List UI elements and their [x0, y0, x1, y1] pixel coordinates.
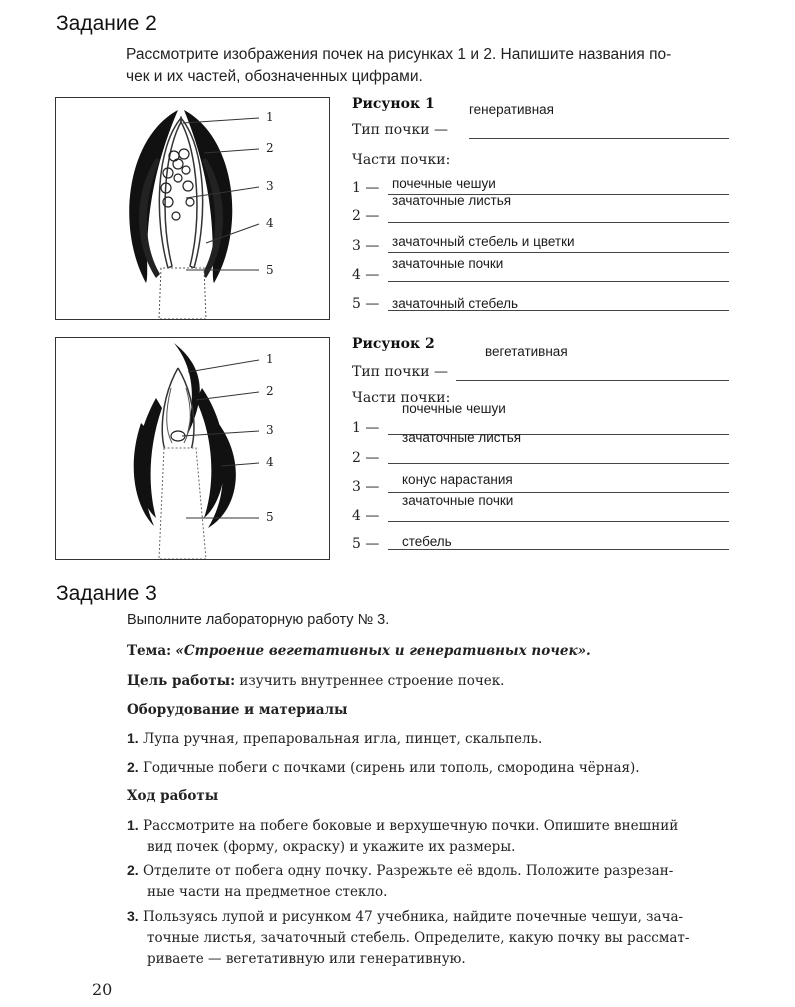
procedure-step-2	[127, 860, 737, 903]
figure2-image	[55, 337, 330, 560]
figure1-questions	[352, 96, 730, 321]
figure2-part-5-answer[interactable]: стебель	[402, 534, 452, 549]
equipment-item-2-text: Годичные побеги с почками (сирень или тополь, смородина чёрная).	[142, 760, 640, 776]
figure1-part-2-num: 2 —	[352, 208, 380, 224]
figure2-type-answer[interactable]: вегетативная	[485, 344, 568, 359]
page-number: 20	[92, 980, 113, 999]
figure2-label-3: 3	[266, 423, 274, 437]
figure1-type-label: Тип почки —	[352, 122, 448, 138]
figure2-title: Рисунок 2	[352, 336, 435, 352]
figure2-part-2-answer[interactable]: зачаточные листья	[402, 430, 522, 445]
procedure-step-1	[127, 815, 737, 858]
procedure-step-2-num: 2.	[127, 862, 139, 878]
figure2-label-5: 5	[266, 510, 274, 524]
procedure-heading: Ход работы	[127, 788, 219, 804]
figure1-part-1-num: 1 —	[352, 180, 380, 196]
procedure-step-3	[127, 906, 737, 970]
figure1-part-4-answer[interactable]: зачаточные почки	[392, 256, 504, 271]
task3-intro: Выполните лабораторную работу № 3.	[127, 612, 390, 628]
figure2-label-2: 2	[266, 384, 274, 398]
figure2-part-4-num: 4 —	[352, 508, 380, 524]
figure1-part-1-answer[interactable]: почечные чешуи	[392, 176, 496, 191]
figure2-part-2-line	[388, 463, 729, 464]
procedure-step-1-num: 1.	[127, 817, 139, 833]
task2-heading: Задание 2	[56, 12, 157, 35]
figure1-type-answer[interactable]: генеративная	[469, 102, 554, 117]
figure1-part-4-num: 4 —	[352, 267, 380, 283]
figure1-image	[55, 97, 330, 320]
topic-value: «Строение вегетативных и генеративных почек».	[175, 643, 591, 659]
task3-goal	[127, 671, 737, 692]
figure2-part-2-num: 2 —	[352, 450, 380, 466]
figure1-label-3: 3	[266, 179, 274, 193]
procedure-step-1-line2: вид почек (форму, окраску) и укажите их размеры.	[147, 839, 516, 855]
task3-topic	[127, 641, 737, 662]
equipment-item-2	[127, 757, 737, 779]
equipment-item-2-num: 2.	[127, 759, 139, 775]
topic-label: Тема:	[127, 643, 172, 659]
figure1-label-5: 5	[266, 263, 274, 277]
figure1-part-3-answer[interactable]: зачаточный стебель и цветки	[392, 234, 575, 249]
figure2-part-3-num: 3 —	[352, 479, 380, 495]
task2-instruction-line1: Рассмотрите изображения почек на рисунках 1 и 2. Напишите названия по-	[126, 46, 672, 63]
figure1-part-3-line	[388, 252, 729, 253]
figure2-part-3-answer[interactable]: конус нарастания	[402, 472, 513, 487]
goal-label: Цель работы:	[127, 673, 236, 689]
figure2-type-label: Тип почки —	[352, 364, 448, 380]
procedure-step-3-line3: риваете — вегетативную или генеративную.	[147, 951, 466, 967]
figure1-title: Рисунок 1	[352, 96, 435, 112]
figure1-part-2-answer[interactable]: зачаточные листья	[392, 193, 512, 208]
figure2-part-4-answer[interactable]: зачаточные почки	[402, 493, 514, 508]
figure2-part-5-line	[388, 549, 729, 550]
figure1-label-2: 2	[266, 141, 274, 155]
procedure-step-2-line1: Отделите от побега одну почку. Разрежьте её вдоль. Положите разрезан-	[142, 863, 674, 879]
figure2-label-4: 4	[266, 455, 274, 469]
figure1-part-5-line	[388, 310, 729, 311]
figure1-part-2-line	[388, 222, 729, 223]
figure2-part-1-answer[interactable]: почечные чешуи	[402, 401, 506, 416]
figure2-parts-label: Части почки:	[352, 390, 451, 406]
equipment-item-1-num: 1.	[127, 730, 139, 746]
figure1-part-5-num: 5 —	[352, 296, 380, 312]
figure1-part-3-num: 3 —	[352, 238, 380, 254]
task2-instruction-line2: чек и их частей, обозначенных цифрами.	[126, 68, 423, 85]
procedure-step-2-line2: ные части на предметное стекло.	[147, 884, 388, 900]
procedure-step-3-num: 3.	[127, 908, 139, 924]
figure2-part-4-line	[388, 521, 729, 522]
procedure-step-1-line1: Рассмотрите на побеге боковые и верхушечную почки. Опишите внешний	[142, 818, 679, 834]
figure2-questions	[352, 336, 730, 561]
equipment-heading: Оборудование и материалы	[127, 702, 348, 718]
figure1-label-4: 4	[266, 216, 274, 230]
task3-heading: Задание 3	[56, 582, 157, 605]
figure1-part-4-line	[388, 281, 729, 282]
figure2-type-line	[456, 380, 729, 381]
generative-bud-illustration	[56, 98, 329, 319]
figure1-label-1: 1	[266, 110, 274, 124]
figure2-part-5-num: 5 —	[352, 536, 380, 552]
figure1-parts-label: Части почки:	[352, 152, 451, 168]
vegetative-bud-illustration	[56, 338, 329, 559]
figure1-part-5-answer[interactable]: зачаточный стебель	[392, 296, 519, 311]
procedure-step-3-line2: точные листья, зачаточный стебель. Определите, какую почку вы рассмат-	[147, 930, 690, 946]
equipment-item-1-text: Лупа ручная, препаровальная игла, пинцет, скальпель.	[142, 731, 543, 747]
equipment-item-1	[127, 728, 737, 750]
figure2-label-1: 1	[266, 352, 274, 366]
figure2-part-1-num: 1 —	[352, 420, 380, 436]
procedure-step-3-line1: Пользуясь лупой и рисунком 47 учебника, найдите почечные чешуи, зача-	[142, 909, 684, 925]
figure1-type-line	[469, 138, 729, 139]
goal-value: изучить внутреннее строение почек.	[239, 673, 505, 689]
